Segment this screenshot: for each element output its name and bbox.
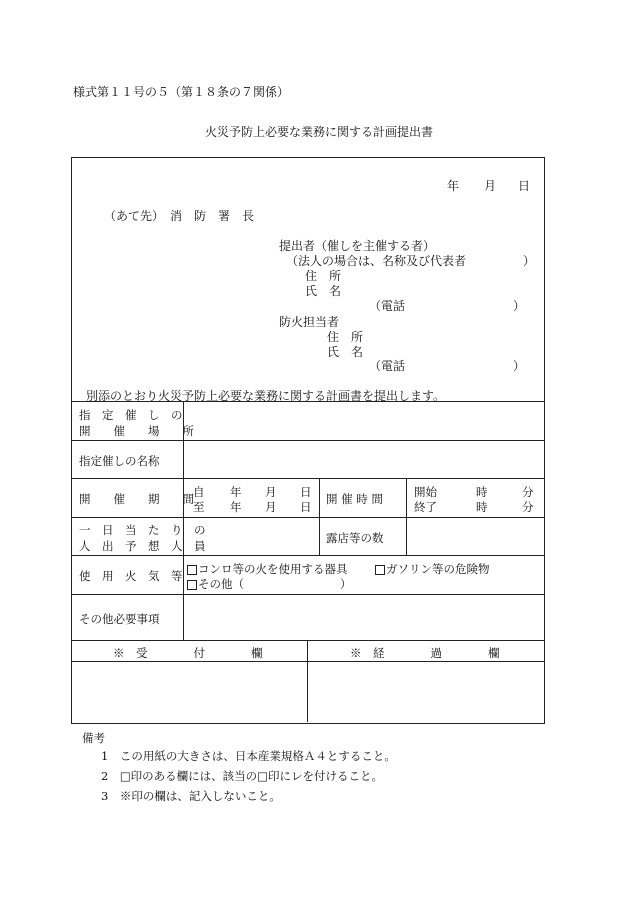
submitter-phone-close: ） — [513, 299, 526, 313]
notes-heading: 備考 — [82, 731, 105, 745]
submitter-note-close: ） — [523, 254, 536, 268]
form-number: 様式第１１号の５（第１８条の７関係） — [73, 85, 290, 99]
stalls-label: 露店等の数 — [326, 531, 384, 545]
submitter-name-label: 氏 名 — [305, 284, 342, 298]
other-matters-field[interactable] — [185, 596, 542, 639]
submitter-title: 提出者（催しを主催する者） — [279, 239, 436, 253]
period-to-label: 至 — [193, 500, 205, 514]
option-other[interactable] — [187, 576, 244, 592]
note-item: 3 ※印の欄は、記入しないこと。 — [101, 789, 281, 803]
time-end-label: 終了 — [414, 500, 437, 514]
start-hour-label: 時 — [476, 485, 488, 499]
divider — [319, 479, 320, 517]
period-label: 開 催 期 間 — [79, 492, 194, 506]
manager-name-label: 氏 名 — [327, 345, 364, 359]
other-checkbox[interactable] — [187, 580, 197, 590]
note-item: 2 □印のある欄には、該当の□印にレを付けること。 — [101, 769, 384, 783]
end-hour-label: 時 — [476, 500, 488, 514]
attendance-label-line2: 人 出 予 想 人 員 — [79, 539, 206, 553]
gasoline-option-label: ガソリン等の危険物 — [386, 562, 490, 576]
manager-phone-close: ） — [513, 359, 526, 373]
to-year-label: 年 — [230, 500, 242, 514]
other-option-label: その他（ — [198, 577, 244, 591]
stove-checkbox[interactable] — [187, 565, 197, 575]
divider — [72, 640, 544, 641]
period-from-label: 自 — [193, 485, 205, 499]
option-other-close: ） — [340, 577, 352, 591]
addressee: （あて先） 消 防 署 長 — [104, 209, 255, 223]
from-day-label: 日 — [300, 485, 312, 499]
event-name-label: 指定催しの名称 — [79, 454, 160, 468]
to-day-label: 日 — [300, 500, 312, 514]
stalls-field[interactable] — [408, 519, 542, 554]
submitter-phone-label: （電話 — [369, 299, 406, 313]
venue-field[interactable] — [185, 403, 542, 439]
time-start-label: 開始 — [414, 485, 437, 499]
fire-manager-title: 防火担当者 — [279, 315, 340, 329]
time-label: 開 催 時 間 — [326, 492, 383, 506]
date-month-label: 月 — [484, 179, 497, 193]
attendance-label-line1: 一 日 当 た り の — [79, 523, 206, 537]
stove-option-label: コンロ等の火を使用する器具 — [198, 562, 348, 576]
fire-use-label: 使 用 火 気 等 — [79, 569, 183, 583]
progress-label: ※ 経 過 欄 — [350, 646, 500, 660]
event-name-field[interactable] — [185, 442, 542, 477]
divider — [72, 517, 544, 518]
end-minute-label: 分 — [522, 500, 534, 514]
submission-statement: 別添のとおり火災予防上必要な業務に関する計画書を提出します。 — [86, 389, 446, 403]
date-day-label: 日 — [518, 179, 531, 193]
submitter-note: （法人の場合は、名称及び代表者 — [286, 254, 467, 268]
divider — [406, 479, 407, 517]
from-year-label: 年 — [230, 485, 242, 499]
date-year-label: 年 — [447, 179, 460, 193]
divider — [72, 661, 544, 662]
divider — [72, 555, 544, 556]
option-gasoline[interactable] — [375, 561, 490, 577]
venue-label-line1: 指 定 催 し の — [79, 408, 183, 422]
venue-label-line2: 開 催 場 所 — [79, 424, 194, 438]
manager-phone-label: （電話 — [369, 359, 406, 373]
to-month-label: 月 — [265, 500, 277, 514]
gasoline-checkbox[interactable] — [375, 565, 385, 575]
divider — [406, 518, 407, 555]
attendance-field[interactable] — [185, 519, 318, 554]
option-stove[interactable] — [187, 561, 348, 577]
submitter-address-label: 住 所 — [305, 269, 342, 283]
divider — [72, 440, 544, 441]
divider — [307, 641, 308, 722]
from-month-label: 月 — [265, 485, 277, 499]
divider — [72, 594, 544, 595]
manager-address-label: 住 所 — [327, 330, 364, 344]
divider — [319, 518, 320, 555]
reception-label: ※ 受 付 欄 — [113, 646, 263, 660]
other-matters-label: その他必要事項 — [79, 612, 160, 626]
start-minute-label: 分 — [522, 485, 534, 499]
note-item: 1 この用紙の大きさは、日本産業規格Ａ４とすること。 — [101, 749, 396, 763]
divider — [72, 478, 544, 479]
document-title: 火災予防上必要な業務に関する計画提出書 — [205, 125, 434, 139]
